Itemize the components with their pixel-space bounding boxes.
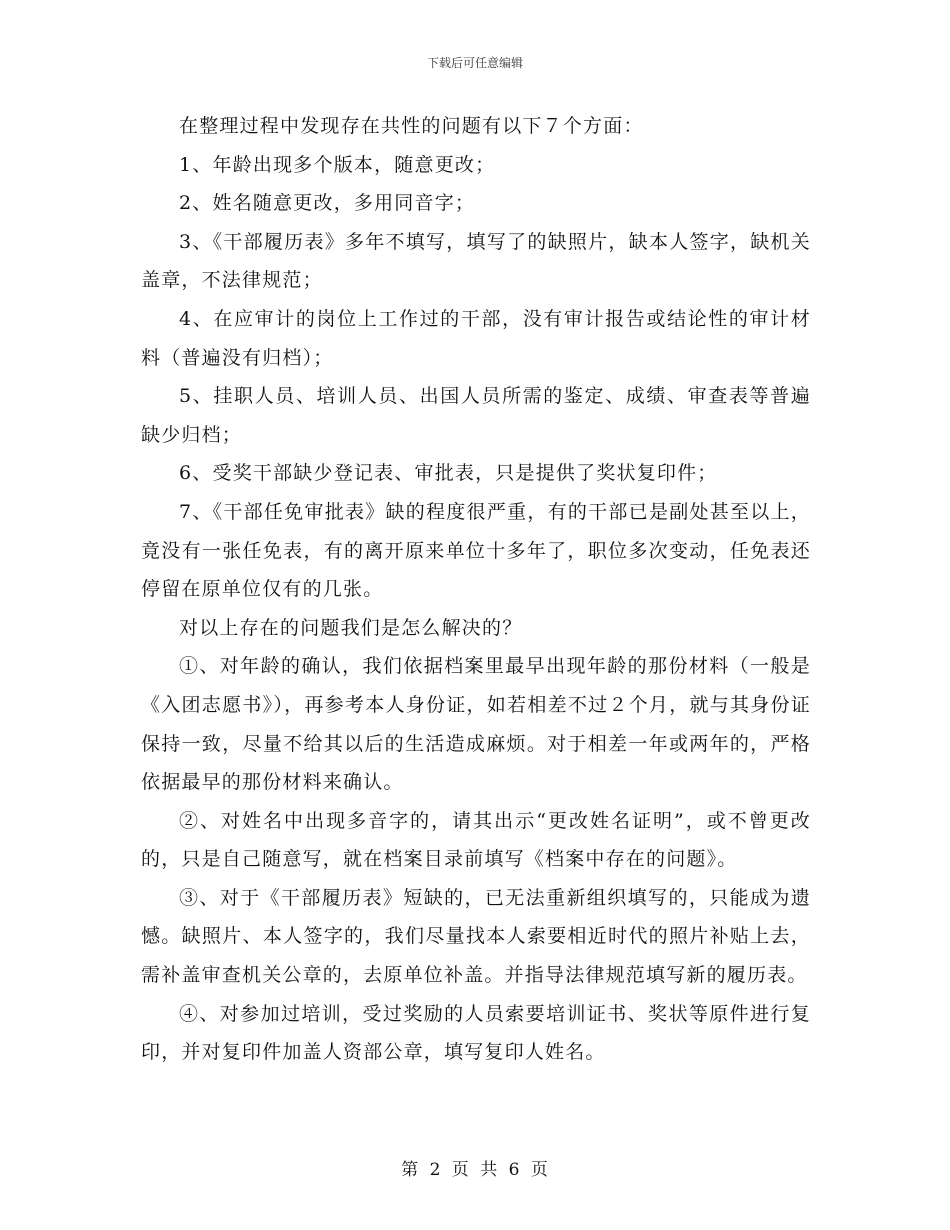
paragraph-issue-2: 2、姓名随意更改，多用同音字； — [179, 192, 476, 215]
paragraph-solution-3: ③、对于《干部履历表》短缺的，已无法重新组织填写的，只能成为遗憾。缺照片、本人签字的，我们尽量找本人索要相近时代的照片补贴上去，需补盖审查机关公章的，去原单位补盖。并指导法律规范填写新的履历表。 — [141, 886, 811, 987]
paragraph-solution-1: ①、对年龄的确认，我们依据档案里最早出现年龄的那份材料（一般是《入团志愿书》），再参考本人身份证，如若相差不过２个月，就与其身份证保持一致，尽量不给其以后的生活造成麻烦。对于相差一年或两年的，严格依据最早的那份材料来确认。 — [141, 655, 811, 794]
paragraph-solution-2: ②、对姓名中出现多音字的，请其出示“更改姓名证明”，或不曾更改的，只是自己随意写，就在档案目录前填写《档案中存在的问题》。 — [141, 809, 811, 871]
paragraph-issue-6: 6、受奖干部缺少登记表、审批表，只是提供了奖状复印件； — [179, 462, 718, 485]
paragraph-intro: 在整理过程中发现存在共性的问题有以下７个方面： — [179, 115, 644, 137]
paragraph-solutions-intro: 对以上存在的问题我们是怎么解决的？ — [179, 616, 523, 639]
paragraph-issue-1: 1、年龄出现多个版本，随意更改； — [179, 153, 496, 176]
paragraph-issue-5: 5、挂职人员、培训人员、出国人员所需的鉴定、成绩、审查表等普遍缺少归档； — [141, 385, 811, 446]
page-header: 下载后可任意编辑 — [426, 56, 523, 70]
paragraph-issue-4: 4、在应审计的岗位上工作过的干部，没有审计报告或结论性的审计材料（普遍没有归档）； — [141, 307, 811, 369]
document-body — [141, 107, 811, 1072]
paragraph-issue-7: 7、《干部任免审批表》缺的程度很严重，有的干部已是副处甚至以上，竟没有一张任免表，有的离开原来单位十多年了，职位多次变动，任免表还停留在原单位仅有的几张。 — [141, 500, 811, 601]
paragraph-solution-4: ④、对参加过培训，受过奖励的人员索要培训证书、奖状等原件进行复印，并对复印件加盖人资部公章，填写复印人姓名。 — [141, 1002, 811, 1064]
paragraph-issue-3: 3、《干部履历表》多年不填写，填写了的缺照片，缺本人签字，缺机关盖章，不法律规范； — [141, 230, 811, 292]
page-footer: 第 2 页 共 6 页 — [401, 1160, 549, 1180]
